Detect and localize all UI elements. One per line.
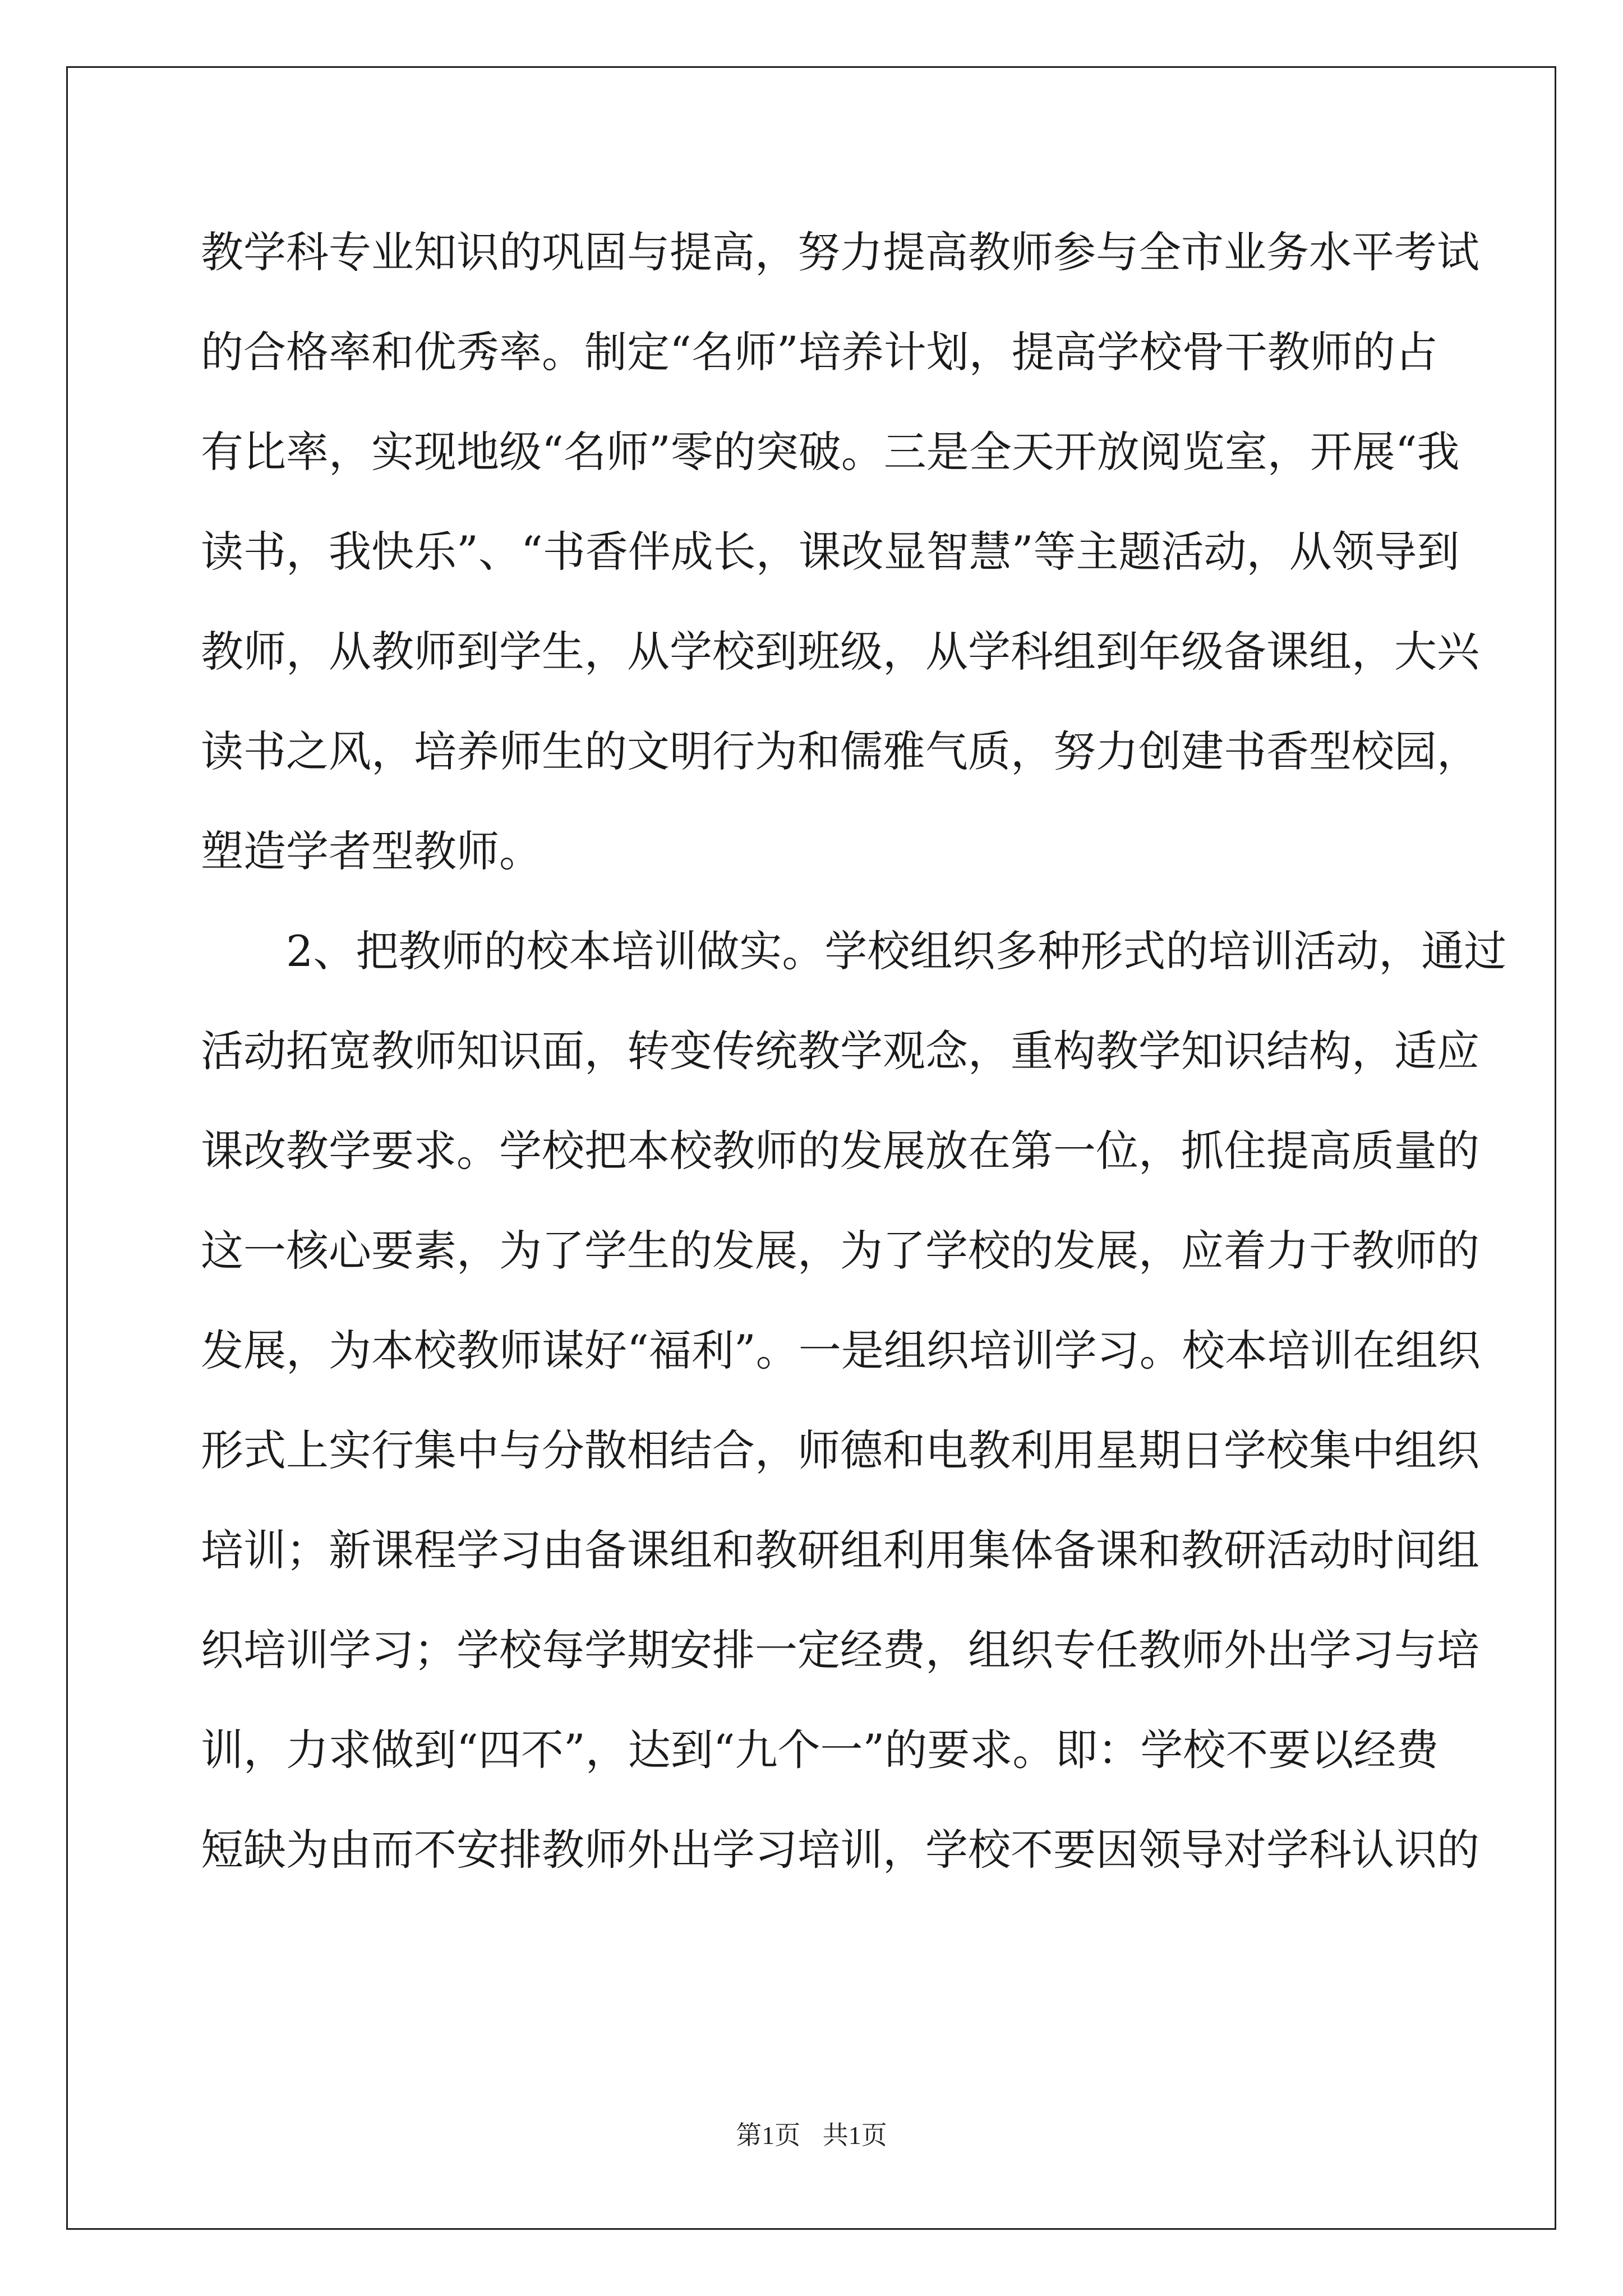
text-line: 形式上实行集中与分散相结合，师德和电教利用星期日学校集中组织 <box>201 1425 1479 1475</box>
text-line: 塑造学者型教师。 <box>201 826 542 876</box>
text-line: 活动拓宽教师知识面，转变传统教学观念，重构教学知识结构，适应 <box>201 1026 1479 1076</box>
page-total: 共1页 <box>822 2121 887 2150</box>
text-line: 读书，我快乐”、“书香伴成长，课改显智慧”等主题活动，从领导到 <box>201 527 1460 577</box>
text-line: 短缺为由而不安排教师外出学习培训，学校不要因领导对学科认识的 <box>201 1825 1479 1875</box>
text-line: 的合格率和优秀率。制定“名师”培养计划，提高学校骨干教师的占 <box>201 327 1438 377</box>
text-line: 培训；新课程学习由备课组和教研组利用集体备课和教研活动时间组 <box>201 1525 1479 1575</box>
text-line: 读书之风，培养师生的文明行为和儒雅气质，努力创建书香型校园， <box>201 726 1479 776</box>
text-line: 训，力求做到“四不”，达到“九个一”的要求。即：学校不要以经费 <box>201 1725 1439 1775</box>
text-line: 教学科专业知识的巩固与提高，努力提高教师参与全市业务水平考试 <box>201 227 1479 277</box>
text-line: 课改教学要求。学校把本校教师的发展放在第一位，抓住提高质量的 <box>201 1126 1479 1176</box>
text-line: 发展，为本校教师谋好“福利”。一是组织培训学习。校本培训在组织 <box>201 1326 1481 1375</box>
document-body <box>201 211 1507 1908</box>
page-footer <box>0 2115 1623 2152</box>
text-line: 教师，从教师到学生，从学校到班级，从学科组到年级备课组，大兴 <box>201 627 1479 677</box>
text-line: 织培训学习；学校每学期安排一定经费，组织专任教师外出学习与培 <box>201 1625 1479 1675</box>
text-line: 这一核心要素，为了学生的发展，为了学校的发展，应着力于教师的 <box>201 1226 1479 1276</box>
text-line: 2、把教师的校本培训做实。学校组织多种形式的培训活动，通过 <box>201 926 1507 976</box>
text-line: 有比率，实现地级“名师”零的突破。三是全天开放阅览室，开展“我 <box>201 427 1460 477</box>
page-number: 第1页 <box>736 2121 801 2150</box>
